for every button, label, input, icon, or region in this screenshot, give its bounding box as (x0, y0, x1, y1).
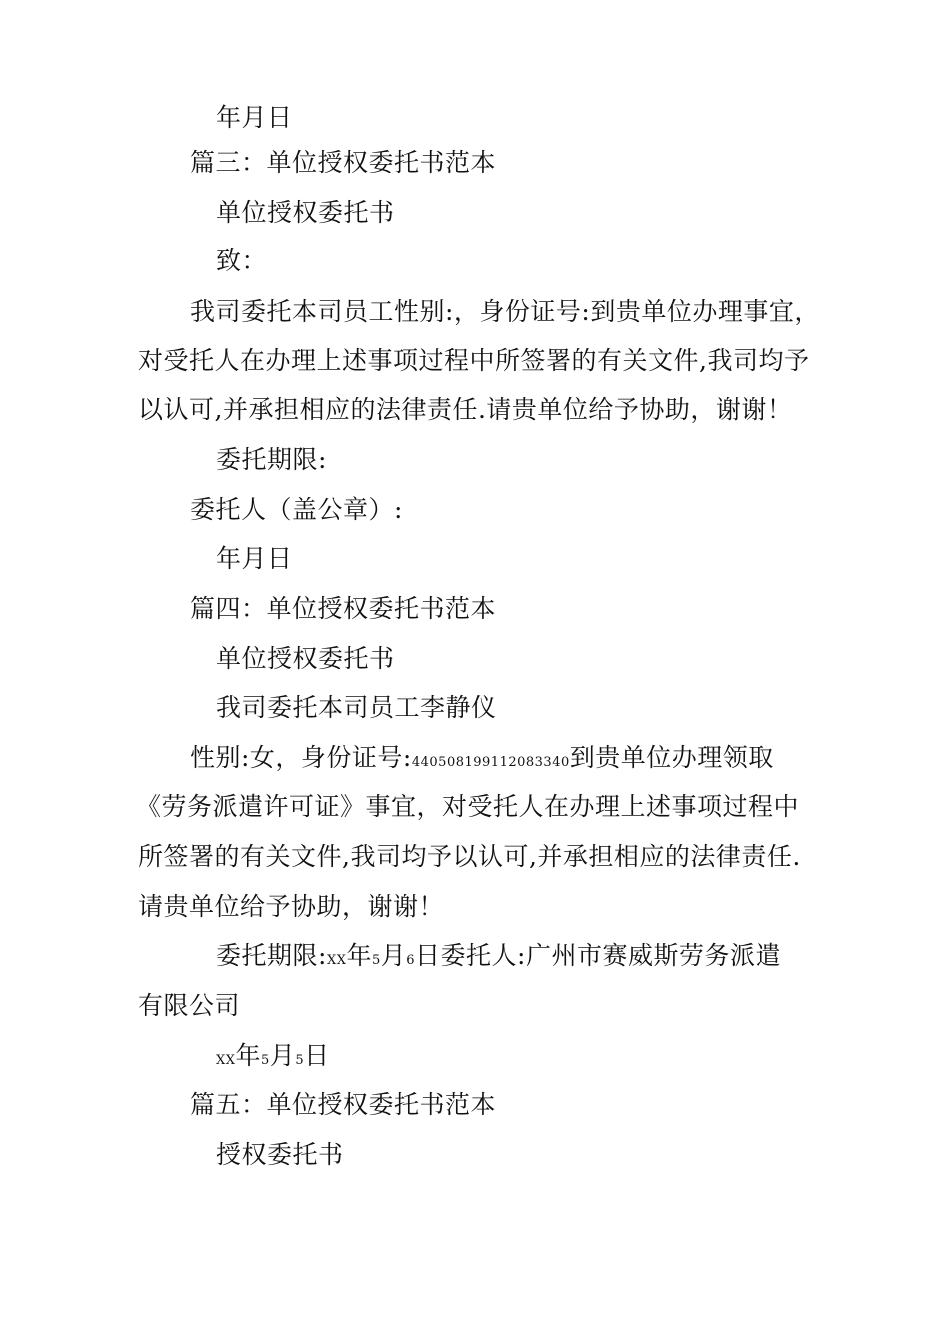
id-number: 440508199112083340 (411, 755, 570, 770)
section-5-title: 授权委托书 (216, 1140, 344, 1169)
section-3-body-line-2: 对受托人在办理上述事项过程中所签署的有关文件,我司均予 (138, 346, 810, 375)
day-number: 5 (295, 1053, 305, 1068)
section-4-employee: 我司委托本司员工李静仪 (216, 693, 497, 722)
principal-text: 日委托人:广州市赛威斯劳务派遣 (415, 941, 781, 970)
date-line: 年月日 (216, 103, 293, 132)
section-5-heading: 篇五：单位授权委托书范本 (190, 1090, 497, 1119)
day-char: 日 (304, 1041, 330, 1070)
section-4-body-line-1 (190, 743, 774, 778)
month-char: 月 (269, 1041, 296, 1070)
section-4-body-line-3: 所签署的有关文件,我司均予以认可,并承担相应的法律责任. (138, 842, 801, 871)
section-3-principal: 委托人（盖公章）: (190, 495, 403, 524)
section-3-title: 单位授权委托书 (216, 198, 395, 227)
section-3-heading: 篇三：单位授权委托书范本 (190, 148, 497, 177)
section-3-period: 委托期限: (216, 445, 327, 474)
section-3-body-line-3: 以认可,并承担相应的法律责任.请贵单位给予协助，谢谢！ (138, 395, 793, 424)
section-3-addressee: 致： (216, 246, 268, 275)
section-3-body-line-1: 我司委托本司员工性别:，身份证号:到贵单位办理事宜， (190, 297, 820, 326)
year-char: 年 (235, 1041, 262, 1070)
month-char: 月 (380, 941, 407, 970)
date-line: 年月日 (216, 544, 293, 573)
year-char: 年 (346, 941, 372, 970)
day-number: 6 (406, 953, 416, 968)
year-placeholder: XX (326, 953, 347, 968)
section-4-heading: 篇四：单位授权委托书范本 (190, 594, 497, 623)
month-number: 5 (261, 1053, 270, 1068)
section-4-title: 单位授权委托书 (216, 644, 395, 673)
section-4-body-line-2: 《劳务派遣许可证》事宜，对受托人在办理上述事项过程中 (136, 792, 800, 821)
section-4-date-line (216, 1041, 330, 1076)
gender-id-label: 性别:女，身份证号: (190, 743, 412, 772)
year-placeholder: XX (216, 1053, 236, 1068)
body-text: 到贵单位办理领取 (569, 743, 774, 772)
month-number: 5 (371, 953, 381, 968)
period-label: 委托期限: (216, 941, 327, 970)
section-4-body-line-4: 请贵单位给予协助，谢谢！ (138, 892, 445, 921)
section-4-period-line (216, 941, 781, 976)
section-4-company-continuation: 有限公司 (138, 991, 241, 1020)
